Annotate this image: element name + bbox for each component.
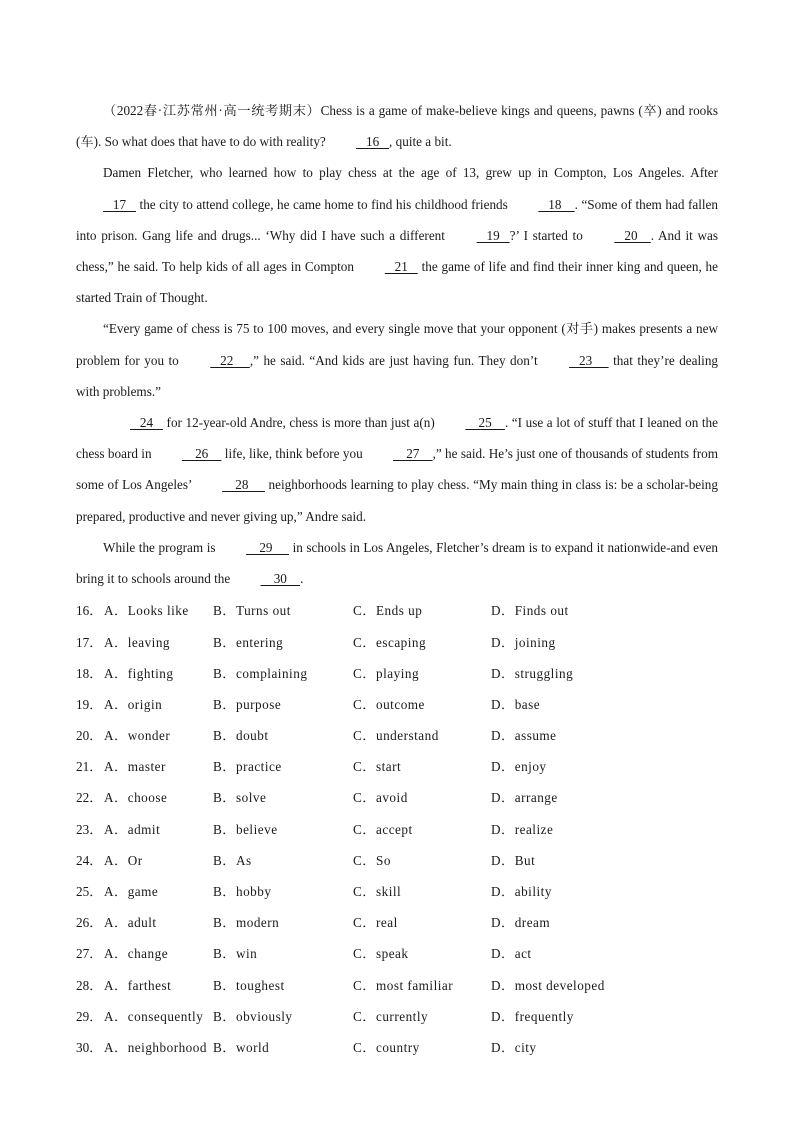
option-a: A．consequently (104, 1008, 204, 1024)
option-a: A．fighting (104, 665, 174, 681)
option-a: A．choose (104, 790, 168, 806)
option-c: C．playing (353, 665, 420, 681)
question-number: 20． (76, 728, 103, 744)
question-row (76, 875, 718, 906)
option-b: B．obviously (213, 1008, 293, 1024)
exam-page (76, 95, 718, 1062)
option-a: A．farthest (104, 977, 172, 993)
passage-text: the game of life and find their inner king and queen, he started Train of Thought. (76, 259, 718, 306)
blank-17: 17 (103, 196, 136, 212)
option-d: D．assume (491, 728, 557, 744)
option-c: C．avoid (353, 790, 408, 806)
question-row (76, 688, 718, 719)
option-d: D．But (491, 852, 536, 868)
option-c: C．Ends up (353, 603, 423, 619)
option-d: D．act (491, 946, 532, 962)
question-number: 16． (76, 603, 103, 619)
question-number: 30． (76, 1039, 103, 1055)
blank-29: 29 (246, 539, 289, 555)
passage-text: life, like, think before you (221, 446, 366, 462)
question-row (76, 1031, 718, 1062)
option-d: D．arrange (491, 790, 558, 806)
blank-28: 28 (222, 477, 265, 493)
passage-text: in schools in Los Angeles, Fletcher’s dream is to expand it nationwide-and even bring it to schools around the (76, 539, 718, 587)
option-c: C．most familiar (353, 977, 454, 993)
blank-23: 23 (569, 352, 609, 368)
passage-text: ,” he said. “And kids are just having fun. They don’t (249, 352, 543, 368)
blank-26: 26 (181, 446, 222, 462)
blank-22: 22 (210, 352, 250, 368)
question-row (76, 813, 718, 844)
blank-30: 30 (260, 571, 301, 587)
question-number: 29． (76, 1008, 103, 1024)
question-number: 26． (76, 915, 103, 931)
blank-21: 21 (384, 259, 418, 275)
question-row (76, 844, 718, 875)
option-d: D．enjoy (491, 759, 547, 775)
paragraph-5 (76, 532, 718, 594)
option-c: C．escaping (353, 634, 427, 650)
blank-20: 20 (614, 227, 651, 243)
blank-18: 18 (538, 196, 575, 212)
passage-text: While the program is (103, 539, 220, 555)
question-row (76, 1000, 718, 1031)
passage-text: the city to attend college, he came home to find his childhood friends (135, 196, 512, 212)
source-label: （2022春·江苏常州·高一统考期末） (103, 103, 321, 118)
option-d: D．struggling (491, 665, 574, 681)
passage-text: . And it was chess,” he said. To help kids of all ages in Compton (76, 227, 718, 275)
passage-text: Damen Fletcher, who learned how to play chess at the age of 13, grew up in Compton, Los Angeles. After (103, 165, 718, 181)
question-row (76, 625, 718, 656)
question-number: 17． (76, 634, 103, 650)
option-c: C．start (353, 759, 402, 775)
passage-text: . (300, 571, 304, 587)
question-row (76, 781, 718, 812)
question-number: 22． (76, 790, 103, 806)
question-row (76, 719, 718, 750)
option-a: A．change (104, 946, 169, 962)
paragraph-4 (76, 407, 718, 532)
option-b: B．win (213, 946, 258, 962)
option-a: A．leaving (104, 634, 171, 650)
question-row (76, 969, 718, 1000)
blank-24: 24 (130, 415, 163, 431)
option-a: A．neighborhood (104, 1039, 207, 1055)
option-c: C．accept (353, 821, 413, 837)
option-b: B．hobby (213, 884, 272, 900)
blank-27: 27 (393, 446, 433, 462)
option-a: A．master (104, 759, 166, 775)
option-c: C．outcome (353, 696, 425, 712)
option-d: D．dream (491, 915, 551, 931)
passage-text: ,” he said. He’s just one of thousands of students from some of Los Angeles’ (76, 446, 718, 493)
paragraph-3 (76, 313, 718, 407)
passage-text: . “Some of them had fallen into prison. Gang life and drugs... ‘Why did I have such a different (76, 196, 718, 243)
option-c: C．country (353, 1039, 420, 1055)
option-b: B．world (213, 1039, 270, 1055)
option-b: B．believe (213, 821, 278, 837)
option-d: D．Finds out (491, 603, 569, 619)
option-c: C．real (353, 915, 398, 931)
blank-25: 25 (465, 415, 505, 431)
option-d: D．base (491, 696, 541, 712)
blank-16: 16 (356, 134, 390, 150)
option-a: A．wonder (104, 728, 171, 744)
option-b: B．As (213, 852, 252, 868)
option-b: B．Turns out (213, 603, 291, 619)
option-b: B．modern (213, 915, 280, 931)
option-a: A．origin (104, 696, 163, 712)
option-c: C．speak (353, 946, 409, 962)
option-b: B．purpose (213, 696, 282, 712)
option-d: D．frequently (491, 1008, 574, 1024)
option-b: B．doubt (213, 728, 269, 744)
question-row (76, 750, 718, 781)
option-a: A．Or (104, 852, 143, 868)
question-row (76, 906, 718, 937)
option-d: D．realize (491, 821, 554, 837)
option-c: C．skill (353, 884, 402, 900)
option-a: A．adult (104, 915, 157, 931)
option-a: A．Looks like (104, 603, 189, 619)
passage-text: ?’ I started to (509, 227, 588, 243)
question-number: 28． (76, 977, 103, 993)
passage-text: . “I use a lot of stuff that I leaned on the chess board in (76, 415, 718, 462)
paragraph-2 (76, 157, 718, 313)
option-b: B．solve (213, 790, 267, 806)
passage-text: “Every game of chess is 75 to 100 moves, and every single move that your opponent (对手) makes presents a new problem for you to (76, 321, 718, 368)
question-number: 23． (76, 821, 103, 837)
passage-text: , quite a bit. (389, 134, 452, 150)
question-number: 19． (76, 696, 103, 712)
option-d: D．joining (491, 634, 556, 650)
question-number: 21． (76, 759, 103, 775)
question-row (76, 594, 718, 625)
option-b: B．entering (213, 634, 284, 650)
passage-text: neighborhoods learning to play chess. “My main thing in class is: be a scholar-being prepared, productive and never giving up,” Andre said. (76, 477, 718, 524)
option-c: C．currently (353, 1008, 429, 1024)
blank-19: 19 (476, 227, 510, 243)
question-row (76, 657, 718, 688)
passage-text: for 12-year-old Andre, chess is more than just a(n) (162, 415, 439, 431)
option-c: C．So (353, 852, 391, 868)
question-number: 25． (76, 884, 103, 900)
option-a: A．admit (104, 821, 161, 837)
paragraph-1 (76, 95, 718, 157)
question-number: 27． (76, 946, 103, 962)
passage-text: Chess is a game of make-believe kings and queens, pawns (卒) and rooks (车). So what does that have to do with reality? (76, 103, 718, 150)
option-d: D．most developed (491, 977, 605, 993)
question-row (76, 937, 718, 968)
question-number: 18． (76, 665, 103, 681)
option-a: A．game (104, 884, 159, 900)
answer-options-list (76, 594, 718, 1062)
option-b: B．practice (213, 759, 282, 775)
option-c: C．understand (353, 728, 439, 744)
option-d: D．ability (491, 884, 552, 900)
question-number: 24． (76, 852, 103, 868)
option-b: B．toughest (213, 977, 285, 993)
passage-text: that they’re dealing with problems.” (76, 352, 719, 399)
option-d: D．city (491, 1039, 537, 1055)
option-b: B．complaining (213, 665, 308, 681)
